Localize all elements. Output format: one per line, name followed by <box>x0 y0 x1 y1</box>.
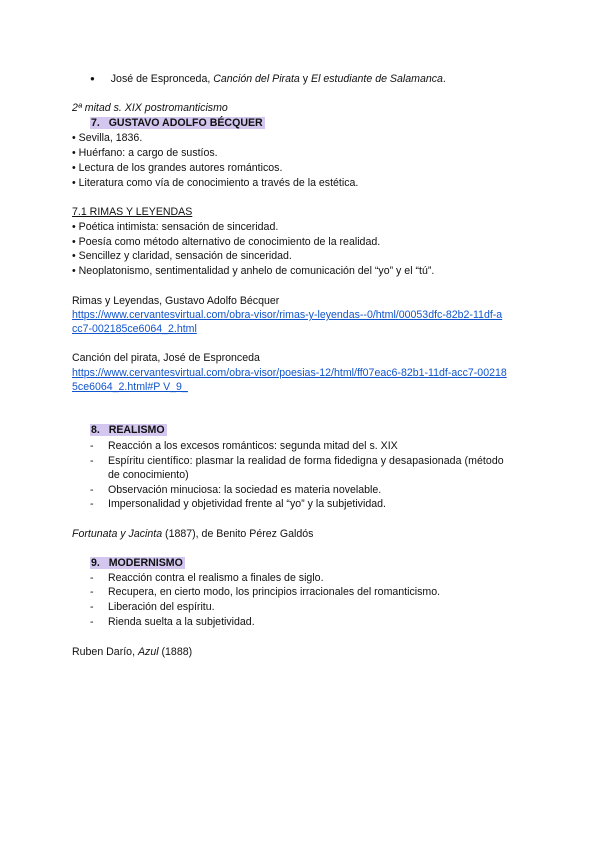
realismo-item-text: de conocimiento) <box>108 469 189 481</box>
realismo-example-rest: (1887), de Benito Pérez Galdós <box>162 528 314 540</box>
modernismo-item-text: Rienda suelta a la subjetividad. <box>108 616 255 628</box>
section-becquer-heading <box>90 116 265 130</box>
espronceda-author: José de Espronceda, <box>110 73 214 85</box>
work-azul: Azul <box>137 646 159 658</box>
realismo-item-text: Reacción a los excesos románticos: segunda mitad del s. XIX <box>108 440 398 452</box>
modernismo-example <box>72 645 192 659</box>
postromanticism-label: 2ª mitad s. XIX postromanticismo <box>72 102 228 114</box>
section-becquer-highlight <box>90 117 265 129</box>
section-number: 9. <box>91 557 100 569</box>
becquer-item: • Lectura de los grandes autores románticos. <box>72 162 283 174</box>
modernismo-item-text: Liberación del espíritu. <box>108 601 215 613</box>
ref-pirata-link[interactable]: https://www.cervantesvirtual.com/obra-visor/poesias-12/html/ff07eac6-82b1-11df-acc7-00218 <box>72 367 507 379</box>
dash-marker: - <box>90 572 94 584</box>
dash-marker: - <box>90 498 94 510</box>
rimas-item: • Neoplatonismo, sentimentalidad y anhelo de comunicación del “yo” y el “tú”. <box>72 265 435 277</box>
section-title: MODERNISMO <box>108 557 183 569</box>
realismo-item-text: Impersonalidad y objetividad frente al “yo” y la subjetividad. <box>108 498 386 510</box>
becquer-item: • Sevilla, 1836. <box>72 132 143 144</box>
modernismo-example-rest: (1888) <box>158 646 193 658</box>
ref-pirata-label: Canción del pirata, José de Espronceda <box>72 352 260 364</box>
dash-marker: - <box>90 586 94 598</box>
work-estudiante-salamanca: El estudiante de Salamanca <box>311 73 443 85</box>
ref-pirata-link-cont[interactable]: 5ce6064_2.html#P V_9_ <box>72 381 188 393</box>
section-number: 7. <box>91 117 100 129</box>
dash-marker: - <box>90 601 94 613</box>
section-realismo-heading <box>90 423 167 437</box>
dash-marker: - <box>90 440 94 452</box>
dash-marker: - <box>90 484 94 496</box>
work-fortunata-y-jacinta: Fortunata y Jacinta <box>72 528 163 540</box>
section-title: REALISMO <box>108 424 165 436</box>
realismo-item-text: Espíritu científico: plasmar la realidad de forma fidedigna y desapasionada (método <box>108 455 504 467</box>
dash-marker: - <box>90 616 94 628</box>
section-realismo-highlight <box>90 424 167 436</box>
realismo-item-text: Observación minuciosa: la sociedad es materia novelable. <box>108 484 382 496</box>
rimas-item: • Sencillez y claridad, sensación de sinceridad. <box>72 250 292 262</box>
rimas-item: • Poética intimista: sensación de sinceridad. <box>72 221 279 233</box>
ref-rimas-label: Rimas y Leyendas, Gustavo Adolfo Bécquer <box>72 295 280 307</box>
realismo-example <box>72 527 313 541</box>
section-number: 8. <box>91 424 100 436</box>
becquer-item: • Literatura como vía de conocimiento a través de la estética. <box>72 177 359 189</box>
rimas-heading: 7.1 RIMAS Y LEYENDAS <box>72 206 193 218</box>
connector-text: y <box>299 73 311 85</box>
section-title: GUSTAVO ADOLFO BÉCQUER <box>108 117 263 129</box>
modernismo-item-text: Recupera, en cierto modo, los principios irracionales del romanticismo. <box>108 586 441 598</box>
dash-marker: - <box>90 455 94 467</box>
becquer-item: • Huérfano: a cargo de sustíos. <box>72 147 218 159</box>
ref-rimas-link-cont[interactable]: cc7-002185ce6064_2.html <box>72 323 197 335</box>
bullet-marker: ● <box>90 74 95 83</box>
section-modernismo-highlight <box>90 557 185 569</box>
modernismo-example-author: Ruben Darío, <box>72 646 138 658</box>
modernismo-item-text: Reacción contra el realismo a finales de siglo. <box>108 572 324 584</box>
ref-rimas-link[interactable]: https://www.cervantesvirtual.com/obra-visor/rimas-y-leyendas--0/html/00053dfc-82b2-11df-a <box>72 309 503 321</box>
section-modernismo-heading <box>90 556 185 570</box>
period-text: . <box>442 73 446 85</box>
espronceda-bullet <box>90 72 446 87</box>
rimas-item: • Poesía como método alternativo de conocimiento de la realidad. <box>72 236 381 248</box>
work-cancion-del-pirata: Canción del Pirata <box>213 73 300 85</box>
